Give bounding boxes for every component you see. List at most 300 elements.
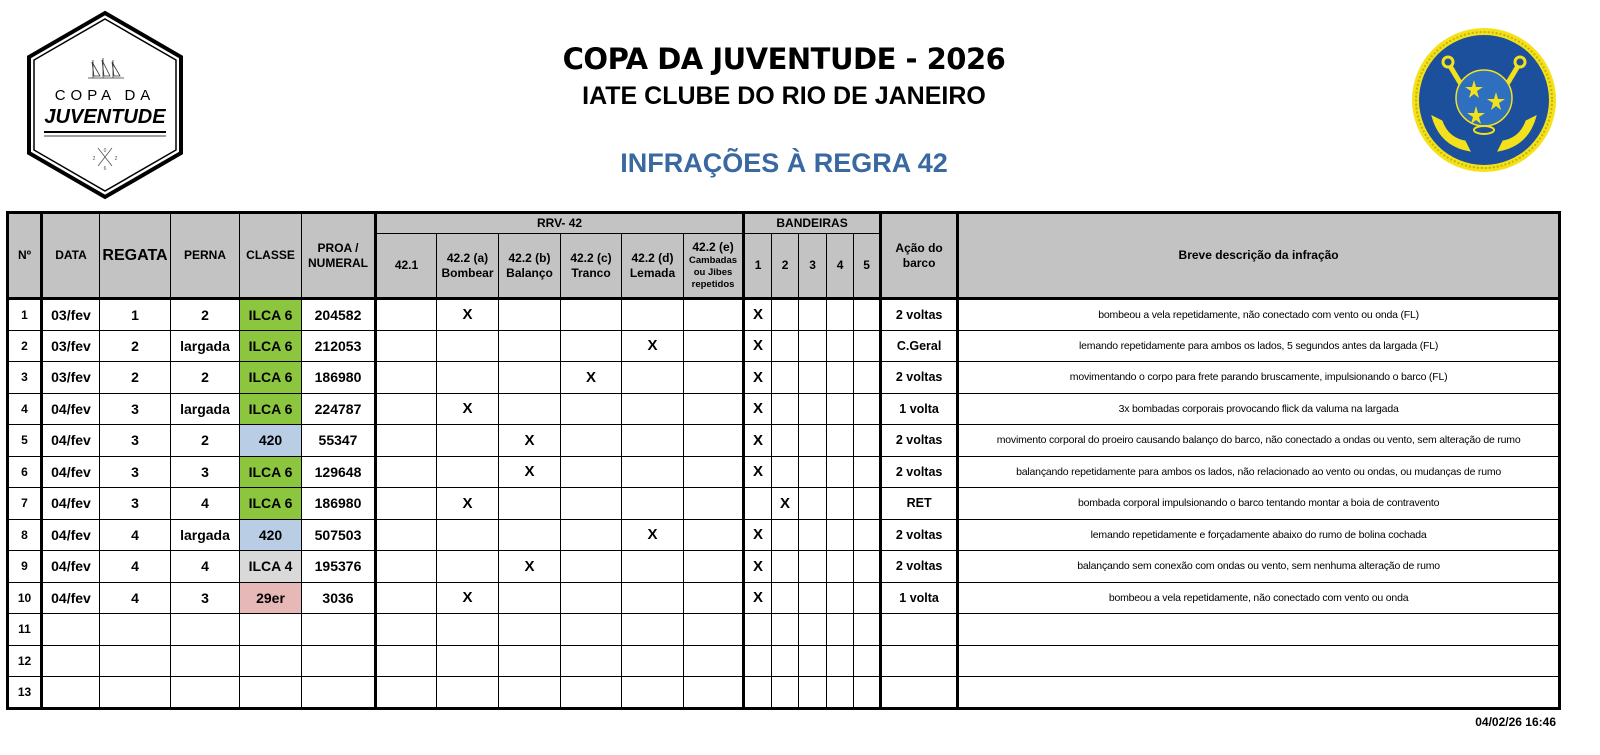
cell-classe: ILCA 6 (240, 299, 302, 331)
col-header-42-1: 42.1 (376, 234, 437, 299)
cell-acao: 2 voltas (881, 456, 958, 488)
row-number: 12 (8, 645, 42, 677)
cell-regata: 2 (100, 362, 171, 394)
cell-rrv-42-2-d (622, 645, 684, 677)
cell-regata: 3 (100, 456, 171, 488)
col-header-regata: REGATA (100, 213, 171, 299)
cell-rrv-42-2-b (499, 645, 561, 677)
col-header-42-2-a (437, 234, 499, 299)
row-number: 2 (8, 330, 42, 362)
cell-rrv-42-2-e (684, 614, 744, 646)
section-title: INFRAÇÕES À REGRA 42 (620, 148, 948, 178)
cell-bandeira-3 (799, 330, 827, 362)
cell-acao: 2 voltas (881, 425, 958, 457)
cell-classe: 420 (240, 425, 302, 457)
col-header-42-2-b-code: 42.2 (b) (508, 250, 551, 265)
svg-text:6: 6 (103, 166, 107, 172)
cell-bandeira-2 (772, 362, 799, 394)
cell-rrv-42-2-c (561, 645, 622, 677)
cell-bandeira-5 (854, 425, 881, 457)
cell-regata: 3 (100, 425, 171, 457)
cell-acao: 2 voltas (881, 551, 958, 583)
cell-rrv-42-2-e (684, 330, 744, 362)
cell-data (42, 677, 100, 709)
cell-classe: ILCA 6 (240, 393, 302, 425)
cell-rrv-42-2-e (684, 362, 744, 394)
table-row (8, 393, 1560, 425)
cell-rrv-42-2-b (499, 362, 561, 394)
col-header-proa-line1: PROA / (317, 240, 359, 255)
cell-bandeira-3 (799, 425, 827, 457)
cell-rrv-42-2-a (437, 425, 499, 457)
cell-data: 04/fev (42, 425, 100, 457)
row-number: 3 (8, 362, 42, 394)
cell-bandeira-1: X (744, 362, 772, 394)
col-header-42-2-c (561, 234, 622, 299)
col-header-no: Nº (8, 213, 42, 299)
table-row (8, 488, 1560, 520)
cell-bandeira-4 (827, 551, 854, 583)
cell-descricao: 3x bombadas corporais provocando flick da valuma na largada (958, 393, 1560, 425)
col-header-bandeira-4: 4 (827, 234, 854, 299)
cell-perna: 2 (171, 425, 240, 457)
cell-rrv-42-2-d: X (622, 519, 684, 551)
cell-data (42, 614, 100, 646)
cell-bandeira-4 (827, 645, 854, 677)
cell-bandeira-3 (799, 456, 827, 488)
cell-classe: ILCA 4 (240, 551, 302, 583)
cell-bandeira-5 (854, 551, 881, 583)
cell-rrv-42-2-d: X (622, 330, 684, 362)
cell-rrv-42-2-b: X (499, 551, 561, 583)
table-row (8, 456, 1560, 488)
cell-acao: 1 volta (881, 393, 958, 425)
cell-rrv-42-2-b: X (499, 425, 561, 457)
col-header-42-2-e-code: 42.2 (e) (692, 240, 734, 255)
cell-proa: 55347 (302, 425, 376, 457)
cell-bandeira-5 (854, 645, 881, 677)
cell-rrv-42-2-b: X (499, 456, 561, 488)
cell-rrv-42-2-a (437, 330, 499, 362)
cell-regata (100, 614, 171, 646)
cell-bandeira-4 (827, 330, 854, 362)
cell-rrv-42-2-c (561, 299, 622, 331)
row-number: 9 (8, 551, 42, 583)
cell-rrv-42-2-a (437, 645, 499, 677)
table-row (8, 645, 1560, 677)
cell-bandeira-1: X (744, 551, 772, 583)
cell-descricao: balançando repetidamente para ambos os lados, não relacionado ao vento ou ondas, ou mudanças de rumo (958, 456, 1560, 488)
cell-rrv-42-2-d (622, 425, 684, 457)
cell-proa: 204582 (302, 299, 376, 331)
cell-descricao: lemando repetidamente para ambos os lados, 5 segundos antes da largada (FL) (958, 330, 1560, 362)
cell-bandeira-5 (854, 299, 881, 331)
cell-bandeira-3 (799, 582, 827, 614)
cell-acao: 2 voltas (881, 299, 958, 331)
cell-proa (302, 614, 376, 646)
cell-bandeira-4 (827, 582, 854, 614)
cell-perna: 3 (171, 456, 240, 488)
svg-text:2: 2 (114, 156, 118, 162)
col-header-acao (881, 213, 958, 299)
cell-bandeira-1 (744, 614, 772, 646)
cell-bandeira-1: X (744, 425, 772, 457)
cell-descricao: bombeou a vela repetidamente, não conectado com vento ou onda (FL) (958, 299, 1560, 331)
col-header-bandeira-2: 2 (772, 234, 799, 299)
col-header-bandeira-3: 3 (799, 234, 827, 299)
cell-data: 03/fev (42, 299, 100, 331)
cell-rrv-42-1 (376, 456, 437, 488)
cell-rrv-42-2-b (499, 488, 561, 520)
cell-proa (302, 677, 376, 709)
cell-bandeira-2 (772, 330, 799, 362)
cell-rrv-42-1 (376, 645, 437, 677)
cell-rrv-42-2-a (437, 519, 499, 551)
table-row (8, 582, 1560, 614)
cell-acao: 2 voltas (881, 519, 958, 551)
cell-rrv-42-1 (376, 614, 437, 646)
cell-bandeira-2 (772, 582, 799, 614)
cell-perna: 4 (171, 488, 240, 520)
cell-perna: 2 (171, 362, 240, 394)
row-number: 7 (8, 488, 42, 520)
cell-classe: ILCA 6 (240, 488, 302, 520)
cell-regata (100, 645, 171, 677)
cell-bandeira-2 (772, 677, 799, 709)
cell-rrv-42-1 (376, 362, 437, 394)
cell-data: 04/fev (42, 582, 100, 614)
cell-perna (171, 677, 240, 709)
cell-bandeira-1: X (744, 299, 772, 331)
cell-perna (171, 614, 240, 646)
col-header-42-2-c-code: 42.2 (c) (570, 250, 612, 265)
cell-bandeira-2 (772, 645, 799, 677)
cell-bandeira-4 (827, 393, 854, 425)
cell-rrv-42-1 (376, 677, 437, 709)
cell-rrv-42-2-d (622, 677, 684, 709)
cell-acao: RET (881, 488, 958, 520)
cell-rrv-42-2-e (684, 393, 744, 425)
cell-bandeira-1 (744, 677, 772, 709)
cell-bandeira-2 (772, 614, 799, 646)
cell-bandeira-2 (772, 393, 799, 425)
cell-bandeira-4 (827, 425, 854, 457)
cell-data: 04/fev (42, 393, 100, 425)
table-row (8, 551, 1560, 583)
cell-perna: largada (171, 393, 240, 425)
cell-acao: 1 volta (881, 582, 958, 614)
col-header-42-2-e-label2: ou Jibes (693, 267, 733, 279)
cell-perna: 3 (171, 582, 240, 614)
cell-classe (240, 645, 302, 677)
cell-data: 03/fev (42, 330, 100, 362)
cell-classe: ILCA 6 (240, 362, 302, 394)
cell-bandeira-4 (827, 456, 854, 488)
cell-data: 04/fev (42, 456, 100, 488)
cell-descricao (958, 677, 1560, 709)
cell-bandeira-1: X (744, 519, 772, 551)
cell-rrv-42-2-a: X (437, 582, 499, 614)
col-group-bandeiras: BANDEIRAS (744, 213, 881, 234)
cell-proa: 195376 (302, 551, 376, 583)
cell-rrv-42-2-c (561, 488, 622, 520)
row-number: 10 (8, 582, 42, 614)
cell-rrv-42-2-e (684, 582, 744, 614)
cell-bandeira-4 (827, 299, 854, 331)
cell-data: 04/fev (42, 551, 100, 583)
cell-rrv-42-1 (376, 582, 437, 614)
cell-bandeira-1: X (744, 393, 772, 425)
cell-rrv-42-2-c (561, 614, 622, 646)
cell-rrv-42-2-d (622, 488, 684, 520)
cell-rrv-42-2-c (561, 456, 622, 488)
cell-data: 03/fev (42, 362, 100, 394)
cell-rrv-42-1 (376, 551, 437, 583)
cell-bandeira-2 (772, 551, 799, 583)
cell-regata: 4 (100, 519, 171, 551)
cell-proa: 129648 (302, 456, 376, 488)
col-header-42-2-b (499, 234, 561, 299)
cell-rrv-42-2-d (622, 582, 684, 614)
col-header-42-2-d-code: 42.2 (d) (631, 250, 674, 265)
cell-classe: ILCA 6 (240, 330, 302, 362)
cell-rrv-42-2-e (684, 488, 744, 520)
col-header-42-2-a-label: Bombear (441, 265, 494, 280)
col-header-descricao: Breve descrição da infração (958, 213, 1560, 299)
row-number: 6 (8, 456, 42, 488)
cell-proa: 186980 (302, 362, 376, 394)
cell-rrv-42-2-e (684, 456, 744, 488)
cell-proa: 507503 (302, 519, 376, 551)
cell-descricao: bombada corporal impulsionando o barco tentando montar a boia de contravento (958, 488, 1560, 520)
cell-classe (240, 677, 302, 709)
cell-classe: ILCA 6 (240, 456, 302, 488)
cell-rrv-42-1 (376, 393, 437, 425)
cell-rrv-42-2-b (499, 614, 561, 646)
cell-rrv-42-2-d (622, 362, 684, 394)
cell-bandeira-2 (772, 425, 799, 457)
cell-rrv-42-2-a: X (437, 393, 499, 425)
cell-descricao: movimentando o corpo para frete parando bruscamente, impulsionando o barco (FL) (958, 362, 1560, 394)
cell-descricao: movimento corporal do proeiro causando balanço do barco, não conectado a ondas ou vento, sem alteração de rumo (958, 425, 1560, 457)
cell-bandeira-4 (827, 677, 854, 709)
table-row (8, 330, 1560, 362)
col-header-proa-line2: NUMERAL (308, 255, 368, 270)
cell-perna: 2 (171, 299, 240, 331)
cell-bandeira-3 (799, 551, 827, 583)
cell-perna: largada (171, 330, 240, 362)
cell-regata: 3 (100, 488, 171, 520)
table-row (8, 677, 1560, 709)
cell-bandeira-1 (744, 488, 772, 520)
cell-rrv-42-2-e (684, 425, 744, 457)
cell-bandeira-5 (854, 362, 881, 394)
col-header-acao-line2: barco (902, 255, 936, 270)
cell-acao: 2 voltas (881, 362, 958, 394)
table-row (8, 519, 1560, 551)
cell-regata: 4 (100, 551, 171, 583)
cell-proa: 212053 (302, 330, 376, 362)
cell-rrv-42-1 (376, 488, 437, 520)
col-header-42-2-c-label: Tranco (571, 265, 611, 280)
club-name: IATE CLUBE DO RIO DE JANEIRO (582, 82, 986, 110)
table-row (8, 362, 1560, 394)
cell-bandeira-4 (827, 614, 854, 646)
cell-regata: 4 (100, 582, 171, 614)
col-header-classe: CLASSE (240, 213, 302, 299)
col-header-42-2-e-label1: Cambadas (688, 255, 738, 267)
cell-bandeira-5 (854, 614, 881, 646)
cell-classe: 420 (240, 519, 302, 551)
cell-descricao: bombeou a vela repetidamente, não conectado com vento ou onda (958, 582, 1560, 614)
cell-descricao: lemando repetidamente e forçadamente abaixo do rumo de bolina cochada (958, 519, 1560, 551)
cell-rrv-42-2-b (499, 330, 561, 362)
page-title: COPA DA JUVENTUDE - 2026 (562, 42, 1006, 76)
cell-bandeira-3 (799, 614, 827, 646)
row-number: 4 (8, 393, 42, 425)
col-header-42-2-b-label: Balanço (506, 265, 553, 280)
cell-bandeira-3 (799, 393, 827, 425)
table-body (8, 299, 1560, 709)
row-number: 5 (8, 425, 42, 457)
svg-text:2: 2 (92, 156, 96, 162)
cell-rrv-42-1 (376, 299, 437, 331)
table-row (8, 614, 1560, 646)
cell-bandeira-5 (854, 456, 881, 488)
cell-bandeira-2 (772, 456, 799, 488)
cell-descricao: balançando sem conexão com ondas ou vento, sem nenhuma alteração de rumo (958, 551, 1560, 583)
cell-data: 04/fev (42, 488, 100, 520)
cell-bandeira-2: X (772, 488, 799, 520)
svg-text:0: 0 (103, 148, 107, 154)
cell-acao: C.Geral (881, 330, 958, 362)
table-row (8, 299, 1560, 331)
cell-regata: 3 (100, 393, 171, 425)
cell-rrv-42-2-e (684, 519, 744, 551)
cell-bandeira-4 (827, 362, 854, 394)
cell-rrv-42-2-d (622, 393, 684, 425)
cell-acao (881, 677, 958, 709)
cell-rrv-42-2-a (437, 551, 499, 583)
cell-classe (240, 614, 302, 646)
row-number: 1 (8, 299, 42, 331)
infractions-table (6, 211, 1561, 710)
cell-proa (302, 645, 376, 677)
cell-bandeira-1: X (744, 330, 772, 362)
row-number: 11 (8, 614, 42, 646)
cell-rrv-42-2-b (499, 393, 561, 425)
cell-rrv-42-2-e (684, 299, 744, 331)
cell-acao (881, 645, 958, 677)
col-header-acao-line1: Ação do (895, 240, 943, 255)
cell-proa: 3036 (302, 582, 376, 614)
cell-rrv-42-2-e (684, 551, 744, 583)
cell-rrv-42-2-c (561, 330, 622, 362)
cell-rrv-42-2-b (499, 677, 561, 709)
col-header-42-2-e-label3: repetidos (691, 278, 735, 290)
cell-rrv-42-2-a (437, 677, 499, 709)
cell-rrv-42-2-d (622, 551, 684, 583)
col-header-proa (302, 213, 376, 299)
row-number: 13 (8, 677, 42, 709)
cell-rrv-42-2-c (561, 582, 622, 614)
cell-rrv-42-2-c (561, 393, 622, 425)
cell-bandeira-4 (827, 488, 854, 520)
cell-perna (171, 645, 240, 677)
cell-bandeira-3 (799, 488, 827, 520)
cell-rrv-42-2-b (499, 519, 561, 551)
cell-rrv-42-2-c (561, 425, 622, 457)
cell-bandeira-5 (854, 330, 881, 362)
cell-rrv-42-2-a (437, 362, 499, 394)
cell-rrv-42-2-a: X (437, 488, 499, 520)
cell-descricao (958, 645, 1560, 677)
col-header-42-2-d-label: Lemada (629, 265, 676, 280)
cell-bandeira-5 (854, 488, 881, 520)
logo-text-juventude: JUVENTUDE (44, 106, 166, 128)
cell-proa: 186980 (302, 488, 376, 520)
cell-rrv-42-2-a: X (437, 299, 499, 331)
cell-rrv-42-2-c (561, 677, 622, 709)
cell-bandeira-4 (827, 519, 854, 551)
col-header-42-2-e (684, 234, 744, 299)
cell-rrv-42-2-a (437, 456, 499, 488)
cell-rrv-42-2-d (622, 299, 684, 331)
cell-rrv-42-2-b (499, 299, 561, 331)
cell-rrv-42-2-c: X (561, 362, 622, 394)
cell-bandeira-2 (772, 299, 799, 331)
table-row (8, 425, 1560, 457)
cell-regata (100, 677, 171, 709)
cell-bandeira-5 (854, 582, 881, 614)
cell-rrv-42-1 (376, 519, 437, 551)
cell-bandeira-3 (799, 677, 827, 709)
cell-bandeira-3 (799, 299, 827, 331)
col-header-bandeira-1: 1 (744, 234, 772, 299)
cell-rrv-42-1 (376, 425, 437, 457)
cell-rrv-42-2-e (684, 645, 744, 677)
cell-data (42, 645, 100, 677)
cell-bandeira-3 (799, 645, 827, 677)
col-header-42-2-d (622, 234, 684, 299)
cell-rrv-42-2-e (684, 677, 744, 709)
cell-bandeira-2 (772, 519, 799, 551)
cell-rrv-42-1 (376, 330, 437, 362)
col-group-rrv: RRV- 42 (376, 213, 744, 234)
col-header-perna: PERNA (171, 213, 240, 299)
cell-bandeira-1: X (744, 456, 772, 488)
col-header-bandeira-5: 5 (854, 234, 881, 299)
cell-bandeira-5 (854, 393, 881, 425)
cell-rrv-42-2-d (622, 614, 684, 646)
cell-bandeira-1: X (744, 582, 772, 614)
logo-text-copa-da: COPA DA (54, 87, 156, 104)
cell-bandeira-3 (799, 519, 827, 551)
cell-bandeira-1 (744, 645, 772, 677)
cell-perna: 4 (171, 551, 240, 583)
cell-data: 04/fev (42, 519, 100, 551)
cell-rrv-42-2-b (499, 582, 561, 614)
cell-bandeira-3 (799, 362, 827, 394)
cell-acao (881, 614, 958, 646)
cell-regata: 2 (100, 330, 171, 362)
cell-rrv-42-2-d (622, 456, 684, 488)
col-header-data: DATA (42, 213, 100, 299)
cell-rrv-42-2-c (561, 551, 622, 583)
cell-bandeira-5 (854, 519, 881, 551)
cell-classe: 29er (240, 582, 302, 614)
cell-proa: 224787 (302, 393, 376, 425)
